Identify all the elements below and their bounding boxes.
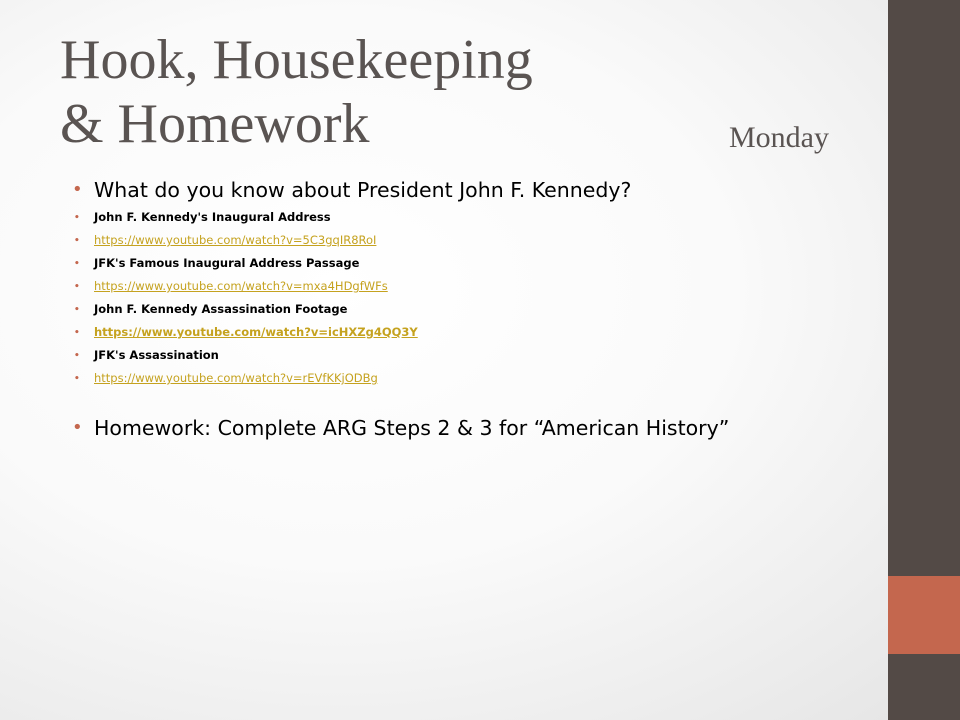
video-link-1[interactable]: https://www.youtube.com/watch?v=5C3gqIR8RoI [94, 233, 377, 247]
item-link-wrapper [70, 229, 870, 252]
title-line-1: Hook, Housekeeping [60, 29, 533, 91]
item-label: • JFK's Famous Inaugural Address Passage [70, 252, 870, 275]
slide-content [70, 174, 870, 444]
item-label: • JFK's Assassination [70, 344, 870, 367]
item-label: • John F. Kennedy Assassination Footage [70, 298, 870, 321]
item-link-wrapper [70, 275, 870, 298]
item-label: • John F. Kennedy's Inaugural Address [70, 206, 870, 229]
spacer [70, 390, 870, 412]
sidebar-accent-block [888, 576, 960, 654]
video-link-2[interactable]: https://www.youtube.com/watch?v=mxa4HDgfWFs [94, 279, 388, 293]
item-link-wrapper [70, 367, 870, 390]
title-line-2: & Homework [60, 93, 370, 155]
homework-bullet: • Homework: Complete ARG Steps 2 & 3 for “American History” [70, 412, 870, 444]
video-link-3[interactable]: https://www.youtube.com/watch?v=icHXZg4QQ3Y [94, 325, 418, 339]
title-day: Monday [729, 121, 829, 154]
video-link-4[interactable]: https://www.youtube.com/watch?v=rEVfKKjODBg [94, 371, 378, 385]
item-link-wrapper [70, 321, 870, 344]
question-bullet: • What do you know about President John F. Kennedy? [70, 174, 870, 206]
